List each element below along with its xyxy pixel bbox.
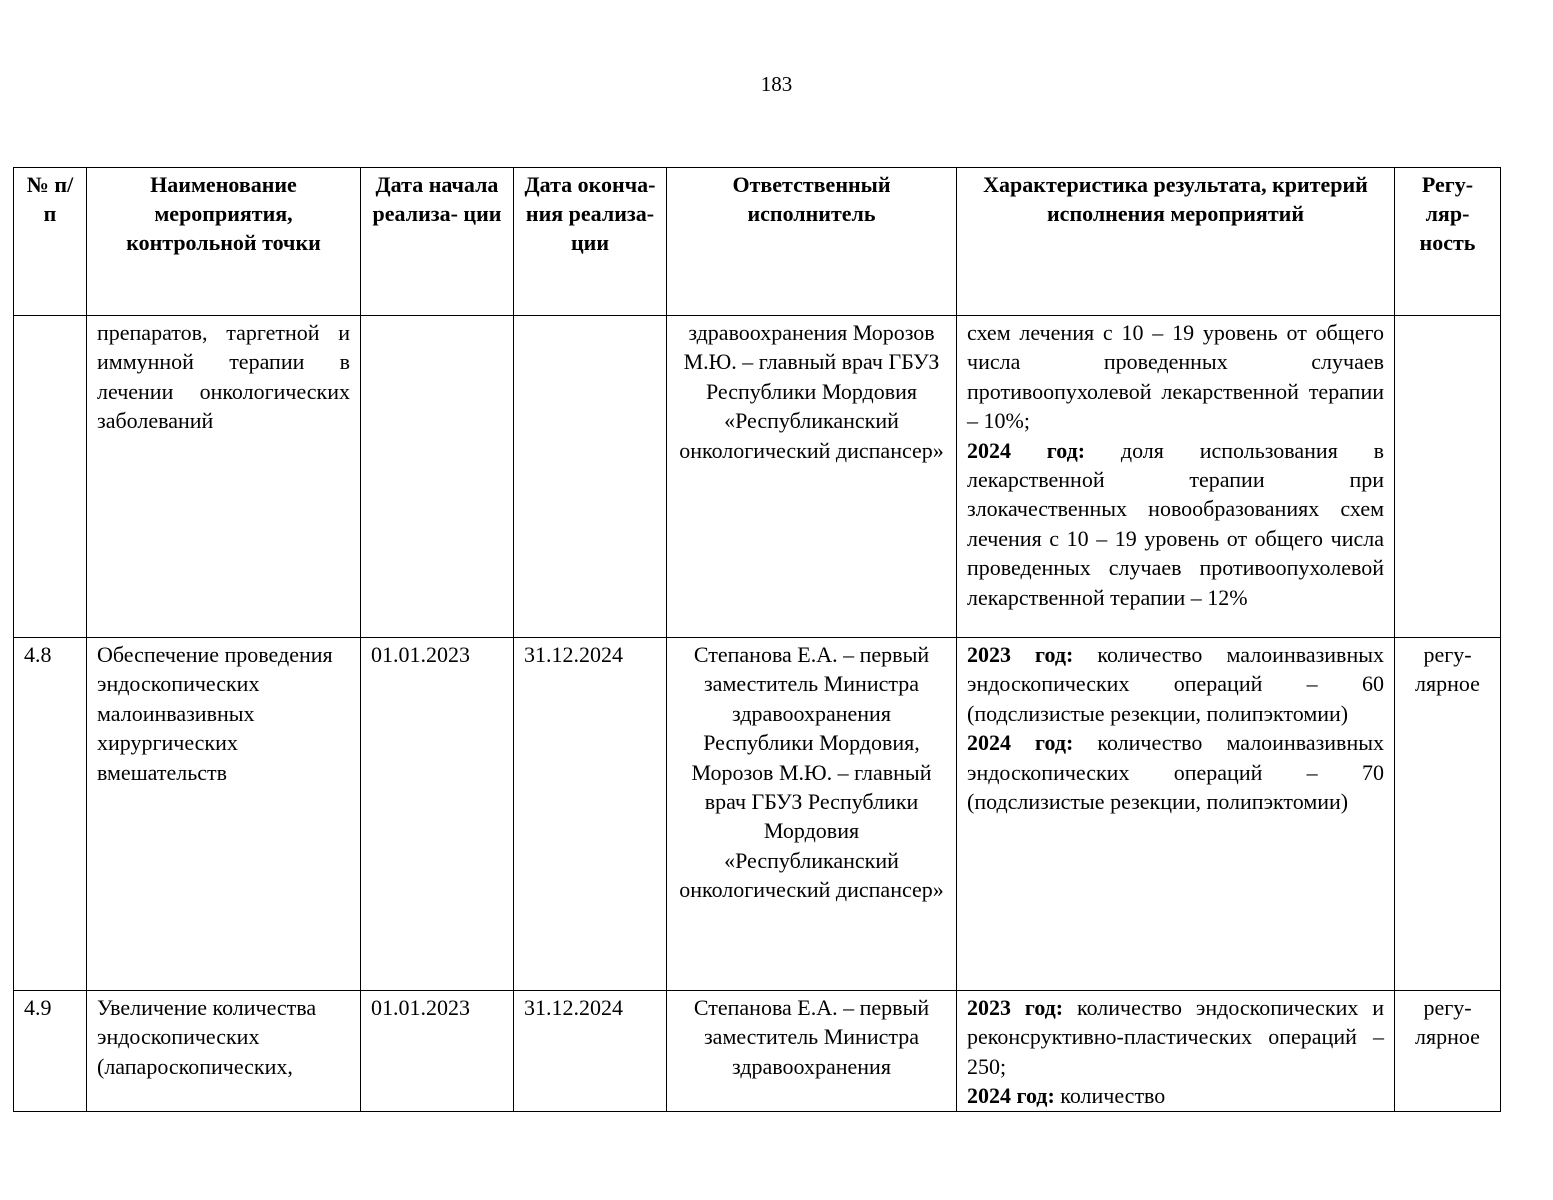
header-regularity: Регу- ляр- ность bbox=[1395, 168, 1501, 316]
table-row bbox=[14, 991, 1501, 1112]
header-result: Характеристика результата, критерий исполнения мероприятий bbox=[957, 168, 1395, 316]
cell-responsible: здравоохранения Морозов М.Ю. – главный врач ГБУЗ Республики Мордовия «Республиканский онкологический диспансер» bbox=[667, 316, 957, 638]
result-year: 2023 год: bbox=[967, 995, 1064, 1020]
result-paragraph bbox=[967, 640, 1384, 728]
result-year: 2024 год: bbox=[967, 1083, 1055, 1109]
cell-start-date: 01.01.2023 bbox=[361, 991, 514, 1112]
cell-name: Обеспечение проведения эндоскопических малоинвазивных хирургических вмешательств bbox=[87, 638, 361, 991]
table-row bbox=[14, 638, 1501, 991]
result-text: количество эндоскопических и реконсруктивно-пластических операций – 250; bbox=[967, 995, 1384, 1079]
cell-responsible: Степанова Е.А. – первый заместитель Министра здравоохранения bbox=[667, 991, 957, 1112]
cell-regularity bbox=[1395, 316, 1501, 638]
result-text: количество малоинвазивных эндоскопических операций – 70 (подслизистые резекции, полипэктомии) bbox=[967, 730, 1384, 815]
table-row bbox=[14, 316, 1501, 638]
page-number: 183 bbox=[760, 72, 793, 96]
cell-result bbox=[957, 638, 1395, 991]
cell-regularity: регу- лярное bbox=[1395, 638, 1501, 991]
result-paragraph bbox=[967, 728, 1384, 816]
result-paragraph bbox=[967, 436, 1384, 612]
header-end-date: Дата оконча- ния реализа- ции bbox=[514, 168, 667, 316]
result-paragraph bbox=[967, 318, 1384, 436]
cell-start-date: 01.01.2023 bbox=[361, 638, 514, 991]
cell-result bbox=[957, 991, 1395, 1112]
result-text: схем лечения с 10 – 19 уровень от общего числа проведенных случаев противоопухолевой лекарственной терапии – 10%; bbox=[967, 320, 1384, 434]
header-start-date: Дата начала реализа- ции bbox=[361, 168, 514, 316]
cell-responsible: Степанова Е.А. – первый заместитель Министра здравоохранения Республики Мордовия, Морозов М.Ю. – главный врач ГБУЗ Республики Мордовия «Республиканский онкологический диспансер» bbox=[667, 638, 957, 991]
activities-table bbox=[13, 167, 1501, 1112]
result-year: 2024 год: bbox=[967, 730, 1074, 756]
cell-start-date bbox=[361, 316, 514, 638]
result-paragraph bbox=[967, 1081, 1384, 1110]
cell-end-date bbox=[514, 316, 667, 638]
header-name: Наименование мероприятия, контрольной точки bbox=[87, 168, 361, 316]
cell-name: препаратов, таргетной и иммунной терапии в лечении онкологических заболеваний bbox=[87, 316, 361, 638]
cell-result bbox=[957, 316, 1395, 638]
result-year: 2024 год: bbox=[967, 437, 1086, 463]
header-responsible: Ответственный исполнитель bbox=[667, 168, 957, 316]
table-header-row bbox=[14, 168, 1501, 316]
result-paragraph bbox=[967, 993, 1384, 1081]
header-num: № п/п bbox=[14, 168, 87, 316]
cell-num: 4.8 bbox=[14, 638, 87, 991]
result-year: 2023 год: bbox=[967, 642, 1074, 667]
cell-num: 4.9 bbox=[14, 991, 87, 1112]
cell-end-date: 31.12.2024 bbox=[514, 638, 667, 991]
result-text: доля использования в лекарственной терапии при злокачественных новообразованиях схем лечения с 10 – 19 уровень от общего числа проведенных случаев противоопухолевой лекарственной терапии – 12% bbox=[967, 437, 1385, 610]
result-text: количество малоинвазивных эндоскопических операций – 60 (подслизистые резекции, полипэктомии) bbox=[967, 642, 1384, 726]
result-text: количество bbox=[1054, 1083, 1166, 1109]
cell-end-date: 31.12.2024 bbox=[514, 991, 667, 1112]
cell-regularity: регу- лярное bbox=[1395, 991, 1501, 1112]
cell-num bbox=[14, 316, 87, 638]
cell-name: Увеличение количества эндоскопических (лапароскопических, bbox=[87, 991, 361, 1112]
